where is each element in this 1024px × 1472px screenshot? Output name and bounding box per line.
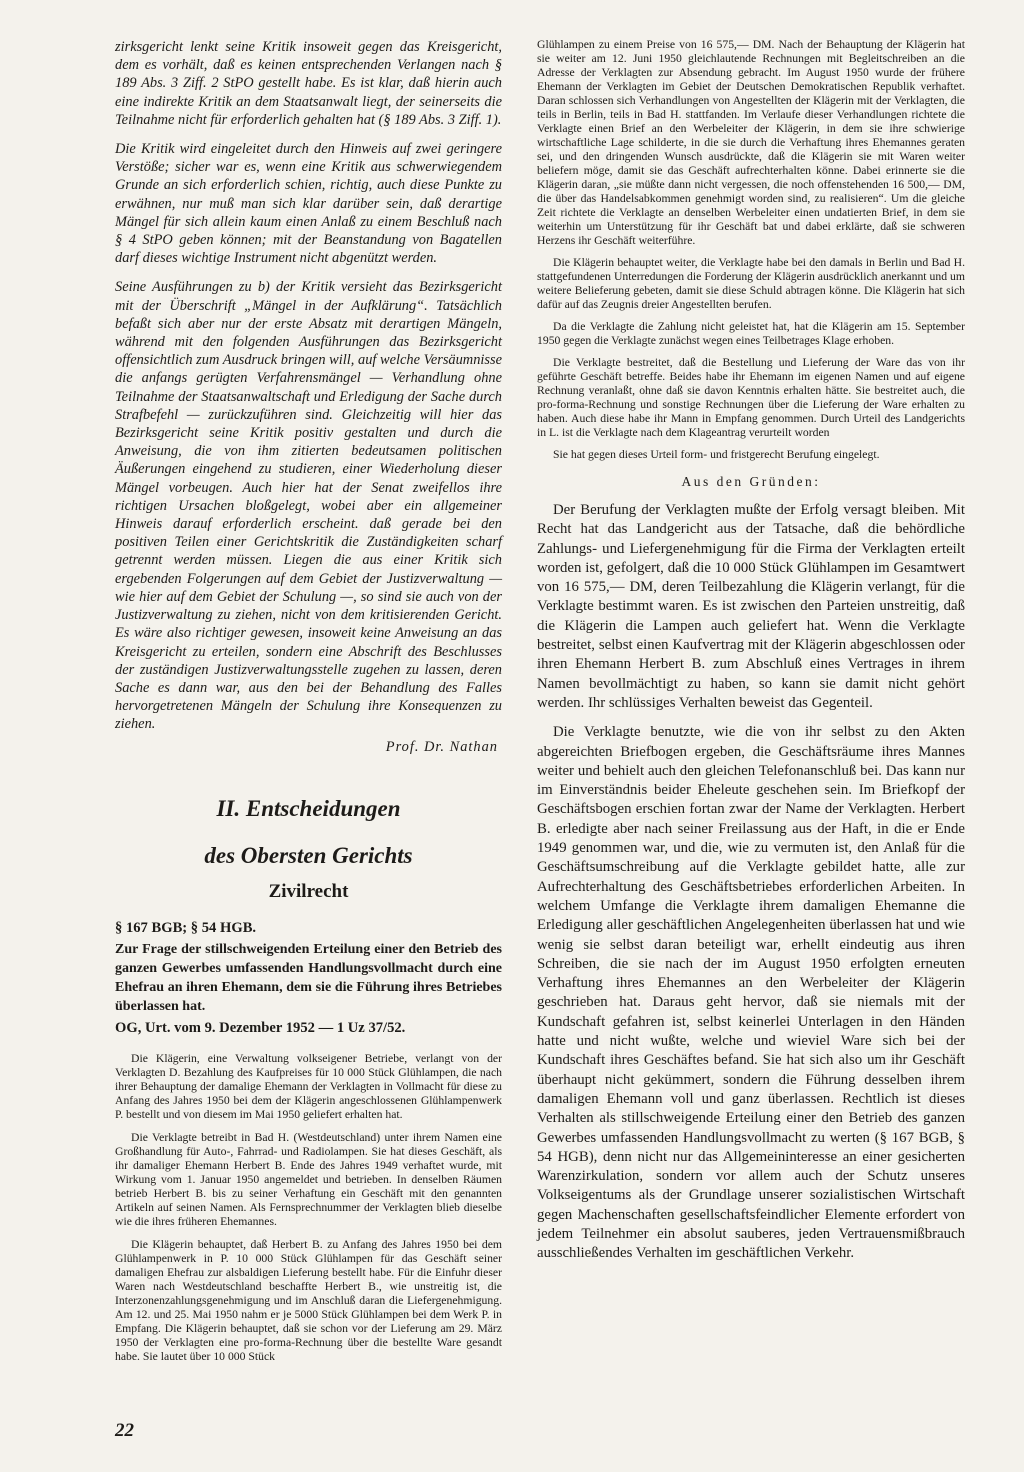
section-title [115,793,502,871]
facts-paragraph: Die Klägerin behauptet weiter, die Verklagte habe bei den damals in Berlin und Bad H. stattgefundenen Unterredungen die Forderung der Klägerin ausdrücklich anerkannt und um weitere Belieferung gebeten, damit sie diese Schuld abtragen könne. Die Klägerin hat sich dafür auf das Zeugnis dreier Angestellten berufen. [537,256,965,311]
section-title-line: des Obersten Gerichts [204,842,413,868]
case-facts-continued [537,38,965,462]
facts-paragraph: Die Verklagte betreibt in Bad H. (Westdeutschland) unter ihrem Namen eine Großhandlung für Auto-, Fahrrad- und Radiolampen. Sie hat dieses Geschäft, als ihr damaliger Ehemann Herbert B. Ende des Jahres 1949 verhaftet wurde, mit Wirkung vom 1. Januar 1950 angemeldet und betrieben. In denselben Räumen betrieb Herbert B. bis zu seiner Verhaftung ein Geschäft mit den genannten Artikeln auf seinen Namen. Als Fernsprechnummer der Verklagten blieb dieselbe wie die ihres früheren Ehemannes. [115,1130,502,1228]
grounds-heading: Aus den Gründen: [681,474,821,489]
grounds-paragraph: Der Berufung der Verklagten mußte der Erfolg versagt bleiben. Mit Recht hat das Landgericht aus der Tatsache, daß die behördliche Zahlungs- und Liefergenehmigung für die Firma der Verklagten erteilt worden ist, gefolgert, daß die 10 000 Stück Glühlampen im Gesamtwert von 16 575,— DM, deren Teilbezahlung die Klägerin verlangt, für die Verklagte bestimmt waren. Es ist zwischen den Parteien unstreitig, daß die Klägerin die Lampen auch geliefert hat. Wenn die Verklagte bestreitet, selbst einen Kaufvertrag mit der Klägerin abgeschlossen oder ihren Ehemann Herbert B. zum Abschluß eines Vertrages in ihrem Namen bevollmächtigt zu haben, so kann sie damit nicht gehört werden. Ihr schlüssiges Verhalten beweist das Gegenteil. [537,502,965,711]
commentary-paragraph: Seine Ausführungen zu b) der Kritik versieht das Bezirksgericht mit der Überschrift „Mängel in der Aufklärung“. Tatsächlich befaßt sich aber nur der erste Absatz mit derartigen Mängeln, während mit den folgenden Ausführungen das Bezirksgericht offensichtlich zum Ausdruck bringen will, auf welche Versäumnisse die anfangs gerügten Verfahrensmängel — Verhandlung ohne Teilnahme der Staatsanwaltschaft und Erledigung der Sache durch Strafbefehl — zurückzuführen sind. Gleichzeitig will hier das Bezirksgericht seine Kritik positiv gestalten und durch die Anweisung, die von ihm zitierten bedeutsamen politischen Äußerungen eingehend zu studieren, einer Wiederholung dieser Mängel vorbeugen. Auch hier hat der Senat zweifellos ihre richtigen Ursachen bloßgelegt, wobei aber ein allgemeiner Hinweis darauf erforderlich erscheint. daß gerade bei den positiven Teilen einer Gerichtskritik die Zuständigkeiten scharf getrennt werden müssen. Liegen die aus einer Kritik sich ergebenden Folgerungen auf dem Gebiet der Justizverwaltung — wie hier auf dem Gebiet der Schulung —, so sind sie auch von der Justizverwaltung zu ziehen, nicht von dem kritisierenden Gericht. Es wäre also richtiger gewesen, insoweit keine Anweisung an das Kreisgericht zu erteilen, sondern eine Abschrift des Beschlusses der zuständigen Justizverwaltungsstelle zugehen zu lassen, deren Sache es dann war, aus den bei der Behandlung des Falles hervorgetretenen Mängeln der Schulung ihre Konsequenzen zu ziehen. [115,279,502,733]
headnote: Zur Frage der stillschweigenden Erteilung einer den Betrieb des ganzen Gewerbes umfassenden Handlungsvollmacht durch eine Ehefrau an ihren Ehemann, dem sie die Führung ihres Betriebes überlassen hat. [115,941,502,1015]
facts-paragraph: Die Verklagte bestreitet, daß die Bestellung und Lieferung der Ware das von ihr geführte Geschäft betreffe. Beides habe ihr Ehemann im eigenen Namen und auf eigene Rechnung veranlaßt, ohne daß sie davon Kenntnis erhalten hätte. Sie bestreitet auch, die pro-forma-Rechnung und sonstige Rechnungen über die Lieferung der Ware erhalten zu haben. Auch diese habe ihr Mann in Empfang genommen. Durch Urteil des Landgerichts in L. ist die Verklagte nach dem Klageantrag verurteilt worden [537,356,965,439]
facts-paragraph: Sie hat gegen dieses Urteil form- und fristgerecht Berufung eingelegt. [553,448,880,461]
facts-paragraph: Glühlampen zu einem Preise von 16 575,— DM. Nach der Behauptung der Klägerin hat sie weiter am 12. Juni 1950 gleichlautende Rechnungen mit Begleitschreiben an die Adresse der Verklagten zur Absendung gebracht. Im August 1950 wurde der frühere Ehemann der Verklagten im Gebiet der Deutschen Demokratischen Republik verhaftet. Daran schlossen sich Verhandlungen von Angestellten der Klägerin mit der Verklagten, die teils in Berlin, teils in Bad H. stattfanden. Im Verlaufe dieser Verhandlungen richtete die Verklagte einen Brief an den Werbeleiter der Klägerin, in dem sie ihre schwierige wirtschaftliche Lage schilderte, in die sie durch die Verhaftung ihres Ehemannes geraten sei, und den dringenden Wunsch ausdrückte, daß die Klägerin sie mit Waren weiter beliefern möge, damit sie das Geschäft aufrechterhalten könne. Dabei erinnerte sie die Klägerin daran, „sie müßte dann nicht vergessen, die noch offenstehenden 16 500,— DM, die über das Handelsabkommen genehmigt worden sind, zu realisieren“. Um die gleiche Zeit richtete die Verklagte an denselben Werbeleiter einen undatierten Brief, in dem sie weiterhin um Unterstützung für ihr Geschäft bat und dabei erklärte, daß sie schweren Herzens ihr Geschäft weiterführe. [537,38,965,247]
facts-paragraph: Die Klägerin behauptet, daß Herbert B. zu Anfang des Jahres 1950 bei dem Glühlampenwerk in P. 10 000 Stück Glühlampen für das Geschäft seiner damaligen Ehefrau zur alsbaldigen Lieferung bestellt habe. Für die Einfuhr dieser Waren nach Westdeutschland beschaffte Herbert B., wie unstreitig ist, die Interzonenzahlungsgenehmigung und im Anschluß daran die Liefergenehmigung. Am 12. und 25. Mai 1950 nahm er je 5000 Stück Glühlampen bei dem Werk P. in Empfang. Die Klägerin behauptet, daß sie schon vor der Lieferung am 29. März 1950 der Verklagten eine pro-forma-Rechnung über die bestellte Ware gesandt habe. Sie lautet über 10 000 Stück [115,1237,502,1363]
left-column [115,38,502,1373]
statute-citation: § 167 BGB; § 54 HGB. [115,919,257,936]
section-subtitle: Zivilrecht [268,880,349,902]
commentary-paragraph: Die Kritik wird eingeleitet durch den Hinweis auf zwei geringere Verstöße; sicher war es, wenn eine Kritik aus schwerwiegendem Grunde an sich erforderlich schien, richtig, auch diese Punkte zu erwähnen, nur muß man sich klar darüber sein, daß derartige Mängel für sich allein kaum einen Anlaß zu einem Beschluß nach § 4 StPO geben können; mit der Beanstandung von Bagatellen darf dieses wichtige Instrument nicht abgenützt werden. [115,141,502,267]
case-facts [115,1052,502,1364]
page-number: 22 [115,1420,134,1441]
grounds-paragraph: Die Verklagte benutzte, wie die von ihr selbst zu den Akten abgereichten Briefbogen ergeben, die Geschäftsräume ihres Mannes weiter und behielt auch den gleichen Telefonanschluß bei. Das kann nur im Einverständnis beider Eheleute geschehen sein. Im Briefkopf der Geschäftsbogen erschien fortan zwar der Name der Verklagten. Herbert B. erledigte aber nach seiner Freilassung aus der Haft, in die er Ende 1949 genommen war, und die, wie zu vermuten ist, den Anlaß für die Geschäftsumschreibung auf die Verklagte gebildet hatte, alle zur Aufrechterhaltung des Geschäftsbetriebes erforderlichen Arbeiten. In welchem Umfange die Verklagte ihrem damaligen Ehemanne die Erledigung aller geschäftlichen Angelegenheiten überlassen hat und wie wenig sie selbst daran beteiligt war, erhellt eindeutig aus ihren Schreiben, die sie nach der im August 1950 erfolgten erneuten Verhaftung ihres Ehemannes an den Werbeleiter der Klägerin geschrieben hat. Daraus geht hervor, daß sie niemals mit der Kundschaft gefahren ist, selbst keinerlei Unterlagen in den Händen hatte und nicht wußte, welche und wieviel Ware sich bei der Kundschaft ihres Geschäftes befand. Sie hat sich also um ihr Geschäft überhaupt nicht gekümmert, sondern die Führung desselben ihrem damaligen Ehemann voll und ganz überlassen. Rechtlich ist dieses Verhalten als stillschweigende Erteilung einer den Betrieb des ganzen Gewerbes umfassenden Handlungsvollmacht zu werten (§ 167 BGB, § 54 HGB), denn nicht nur das Allgemeininteresse an einer gesicherten Warenzirkulation, sondern vor allem auch der Schutz unseres Volkseigentums als der Grundlage unserer sozialistischen Wirtschaft gegen Machenschaften gesellschaftsfeindlicher Elemente erfordert von jedem Teilnehmer ein absolut sauberes, jeden Vertrauensmißbrauch ausschließendes Verhalten im geschäftlichen Verkehr. [537,724,965,1262]
facts-paragraph: Die Klägerin, eine Verwaltung volkseigener Betriebe, verlangt von der Verklagten D. Bezahlung des Kaufpreises für 10 000 Stück Glühlampen, die nach ihrer Behauptung der damalige Ehemann der Verklagten in Vollmacht für diese zu Anfang des Jahres 1950 bei dem der Klägerin angeschlossenen Glühlampenwerk P. bestellt und von diesem im Mai 1950 geliefert erhalten hat. [115,1051,502,1121]
section-title-line: II. Entscheidungen [216,795,401,821]
court-reference: OG, Urt. vom 9. Dezember 1952 — 1 Uz 37/52. [115,1019,406,1036]
right-column [537,38,965,1274]
commentary-paragraph: zirksgericht lenkt seine Kritik insoweit gegen das Kreisgericht, dem es vorhält, daß es keinen entsprechenden Verlangen nach § 189 Abs. 3 Ziff. 2 StPO gestellt habe. Es ist klar, daß hierin auch eine indirekte Kritik an dem Staatsanwalt liegt, der seinerseits die Teilnahme nicht für erforderlich gehalten hat (§ 189 Abs. 3 Ziff. 1). [115,39,502,128]
author-signature: Prof. Dr. Nathan [385,738,498,755]
commentary-text [115,38,502,756]
judgment-grounds [537,501,965,1264]
facts-paragraph: Da die Verklagte die Zahlung nicht geleistet hat, hat die Klägerin am 15. September 1950 gegen die Verklagte zunächst wegen eines Teilbetrages Klage erhoben. [537,320,965,347]
